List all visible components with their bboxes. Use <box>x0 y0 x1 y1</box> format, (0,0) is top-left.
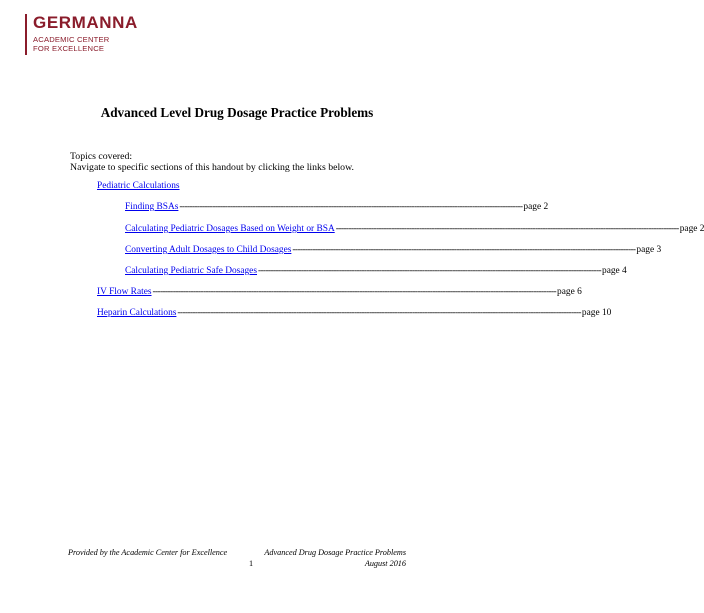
footer-document-title: Advanced Drug Dosage Practice Problems <box>264 548 406 557</box>
toc-row-heparin <box>97 308 612 318</box>
topics-heading: Topics covered: <box>70 151 133 162</box>
toc-link-converting-adult-dosages[interactable]: Converting Adult Dosages to Child Dosages <box>125 245 292 255</box>
footer-provider: Provided by the Academic Center for Excellence <box>68 548 228 557</box>
toc-link-pediatric-dosages-weight-bsa[interactable]: Calculating Pediatric Dosages Based on Weight or BSA <box>125 224 335 234</box>
logo-name: GERMANNA <box>33 13 138 32</box>
toc-page-number: page 2 <box>679 224 704 234</box>
toc-leader: ---------------------------------------------------------------------------------------------------------------------------------------- <box>179 202 523 212</box>
toc-link-finding-bsas[interactable]: Finding BSAs <box>125 202 179 212</box>
navigation-instructions: Navigate to specific sections of this handout by clicking the links below. <box>70 162 354 173</box>
toc-page-number: page 2 <box>523 202 549 212</box>
toc-row-pediatric-dosages <box>125 224 704 234</box>
toc-link-pediatric-calculations[interactable]: Pediatric Calculations <box>97 181 180 191</box>
toc-row-converting-adult <box>125 245 662 255</box>
toc-link-heparin-calculations[interactable]: Heparin Calculations <box>97 308 177 318</box>
logo-subtitle-line2: FOR EXCELLENCE <box>33 44 105 53</box>
footer-date: August 2016 <box>364 559 406 568</box>
toc-page-number: page 10 <box>581 308 612 318</box>
toc-leader: ---------------------------------------------------------------------------------------------------------------------------------------------------------------- <box>177 308 581 318</box>
toc-page-number: page 3 <box>636 245 662 255</box>
footer-page-number: 1 <box>249 559 254 568</box>
logo-subtitle-line1: ACADEMIC CENTER <box>33 35 110 44</box>
toc-page-number: page 4 <box>602 266 627 276</box>
toc-leader: ---------------------------------------------------------------------------------------------------------------------------------------- <box>258 266 601 276</box>
toc-row-iv-flow-rates <box>97 287 582 297</box>
toc-page-number: page 6 <box>557 287 582 297</box>
toc-leader: ---------------------------------------------------------------------------------------------------------------------------------------------------------------- <box>152 287 557 297</box>
logo-accent-bar <box>25 14 27 55</box>
toc-leader: ---------------------------------------------------------------------------------------------------------------------------------------- <box>292 245 636 255</box>
toc-row-finding-bsas <box>125 202 549 212</box>
toc-row-safe-dosages <box>125 266 627 276</box>
toc-link-iv-flow-rates[interactable]: IV Flow Rates <box>97 287 152 297</box>
document-title: Advanced Level Drug Dosage Practice Problems <box>100 105 374 120</box>
toc-link-pediatric-safe-dosages[interactable]: Calculating Pediatric Safe Dosages <box>125 266 257 276</box>
toc-pediatric-calculations[interactable] <box>97 181 180 191</box>
toc-leader: ---------------------------------------------------------------------------------------------------------------------------------------- <box>335 224 679 234</box>
